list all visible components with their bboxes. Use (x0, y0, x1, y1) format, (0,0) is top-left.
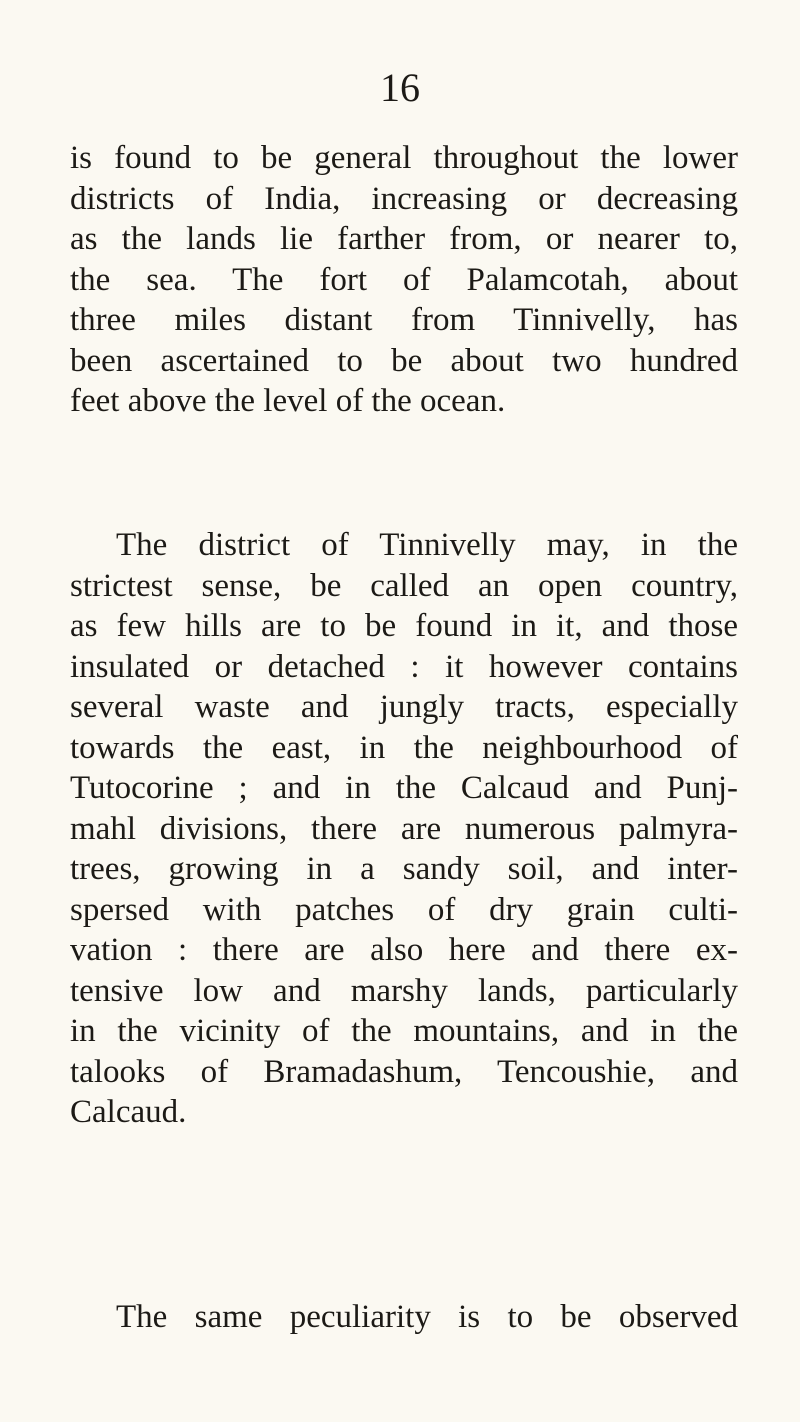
text-line: districts of India, increasing or decreasing (70, 180, 738, 217)
paragraph-tinnivelly-district (70, 525, 738, 1133)
page-number: 16 (380, 65, 420, 110)
text-line: Calcaud. (70, 1094, 187, 1130)
text-line: is found to be general throughout the lower (70, 140, 738, 176)
text-line: as the lands lie farther from, or nearer to, (70, 221, 738, 257)
text-line: tensive low and marshy lands, particularly (70, 972, 738, 1009)
text-line: towards the east, in the neighbourhood of (70, 729, 738, 766)
text-line: several waste and jungly tracts, especially (70, 689, 738, 725)
text-line: three miles distant from Tinnivelly, has (70, 302, 738, 338)
paragraph-same-peculiarity (70, 1297, 738, 1338)
text-line: insulated or detached : it however contains (70, 648, 738, 685)
text-line: in the vicinity of the mountains, and in the (70, 1013, 738, 1049)
text-line: mahl divisions, there are numerous palmyra- (70, 810, 738, 847)
text-line: been ascertained to be about two hundred (70, 342, 738, 379)
text-line: spersed with patches of dry grain culti- (70, 891, 738, 928)
text-line: Tutocorine ; and in the Calcaud and Punj- (70, 770, 738, 806)
text-line: strictest sense, be called an open country, (70, 567, 738, 604)
text-line: The same peculiarity is to be observed (116, 1299, 738, 1335)
text-line: feet above the level of the ocean. (70, 383, 506, 419)
text-line: the sea. The fort of Palamcotah, about (70, 261, 738, 298)
text-line: vation : there are also here and there ex- (70, 932, 738, 968)
text-line: as few hills are to be found in it, and those (70, 608, 738, 644)
text-line: The district of Tinnivelly may, in the (116, 527, 738, 563)
paragraph-continuation (70, 138, 738, 422)
text-line: talooks of Bramadashum, Tencoushie, and (70, 1053, 738, 1090)
text-line: trees, growing in a sandy soil, and inter- (70, 851, 738, 887)
